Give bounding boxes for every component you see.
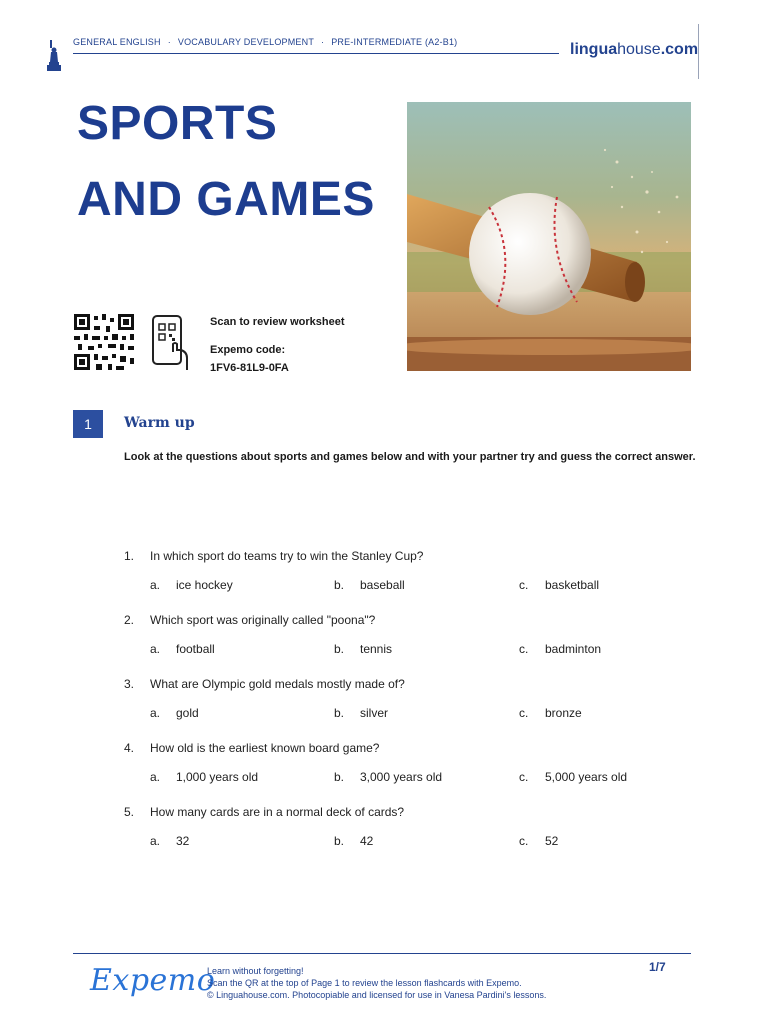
option-text: football [176,642,215,656]
option-text: tennis [360,642,393,656]
logo-domain: .com [660,41,699,58]
option-text: bronze [545,706,582,720]
answer-option[interactable] [150,578,233,592]
page-number: 1/7 [649,960,666,974]
logo-main: lingua [570,41,618,58]
breadcrumb-separator: · [321,37,325,47]
section-number-badge: 1 [73,410,103,438]
question-text: What are Olympic gold medals mostly made of? [150,677,405,691]
option-letter: b. [334,834,345,848]
option-text: 3,000 years old [360,770,443,784]
option-letter: b. [334,706,345,720]
option-text: 5,000 years old [545,770,628,784]
logo-house: house [617,41,661,58]
footer-line1: Learn without forgetting! [207,966,304,976]
option-letter: a. [150,706,161,720]
option-letter: a. [150,834,161,848]
footer-text [207,965,546,1001]
breadcrumb-separator: · [167,37,171,47]
answer-option[interactable] [150,706,199,720]
header-divider [73,53,559,54]
option-text: 42 [360,834,374,848]
answer-option[interactable] [334,834,373,848]
question-item [124,613,704,677]
option-text: gold [176,706,199,720]
footer-line3: © Linguahouse.com. Photocopiable and licensed for use in Vanesa Pardini's lessons. [207,990,547,1000]
question-number: 4. [124,741,135,755]
option-letter: c. [519,578,529,592]
question-text: Which sport was originally called "poona"? [150,613,376,627]
answer-option[interactable] [519,642,601,656]
breadcrumb-item: GENERAL ENGLISH [73,37,161,47]
linguahouse-logo[interactable] [570,41,698,59]
answer-option[interactable] [334,578,405,592]
question-item [124,549,704,613]
breadcrumb [73,37,457,47]
phone-scan-icon [151,314,191,372]
page-title-line2: AND GAMES [77,173,375,226]
answer-option[interactable] [150,770,258,784]
question-text: How many cards are in a normal deck of cards? [150,805,405,819]
scan-heading: Scan to review worksheet [210,316,345,328]
option-text: basketball [545,578,600,592]
breadcrumb-item: VOCABULARY DEVELOPMENT [177,37,315,47]
option-letter: c. [519,642,529,656]
option-letter: c. [519,834,529,848]
question-number: 3. [124,677,135,691]
section-title: Warm up [124,415,195,431]
question-text: How old is the earliest known board game? [150,741,380,755]
expemo-code-value: 1FV6-81L9-0FA [210,362,289,374]
answer-option[interactable] [519,770,627,784]
section-instructions: Look at the questions about sports and games below and with your partner try and guess the correct answer. [124,451,696,463]
option-text: ice hockey [176,578,233,592]
answer-option[interactable] [150,642,215,656]
header-vertical-rule [698,24,699,79]
question-number: 1. [124,549,135,563]
question-item [124,741,704,805]
option-letter: c. [519,706,529,720]
option-text: baseball [360,578,405,592]
expemo-logo[interactable]: Expemo [90,963,216,998]
statue-of-liberty-icon [46,38,62,72]
option-text: badminton [545,642,602,656]
option-text: 32 [176,834,190,848]
question-text: In which sport do teams try to win the Stanley Cup? [150,549,424,563]
question-list [124,549,704,869]
scan-info [210,313,345,377]
answer-option[interactable] [519,834,558,848]
breadcrumb-item: PRE-INTERMEDIATE (A2-B1) [331,37,458,47]
answer-option[interactable] [334,770,442,784]
answer-option[interactable] [150,834,189,848]
question-item [124,805,704,869]
option-text: 1,000 years old [176,770,259,784]
option-letter: a. [150,642,161,656]
question-item [124,677,704,741]
option-letter: c. [519,770,529,784]
baseball-photo [407,102,691,371]
answer-option[interactable] [519,578,599,592]
option-letter: a. [150,770,161,784]
answer-option[interactable] [519,706,582,720]
option-letter: b. [334,578,345,592]
expemo-code-label: Expemo code: [210,344,286,356]
page-title-line1: SPORTS [77,97,278,150]
option-letter: a. [150,578,161,592]
option-letter: b. [334,642,345,656]
qr-code-icon[interactable] [74,314,134,370]
option-text: 52 [545,834,559,848]
footer-line2: Scan the QR at the top of Page 1 to review the lesson flashcards with Expemo. [207,978,522,988]
answer-option[interactable] [334,706,388,720]
question-number: 5. [124,805,135,819]
footer-divider [73,953,691,954]
option-text: silver [360,706,389,720]
option-letter: b. [334,770,345,784]
question-number: 2. [124,613,135,627]
answer-option[interactable] [334,642,392,656]
